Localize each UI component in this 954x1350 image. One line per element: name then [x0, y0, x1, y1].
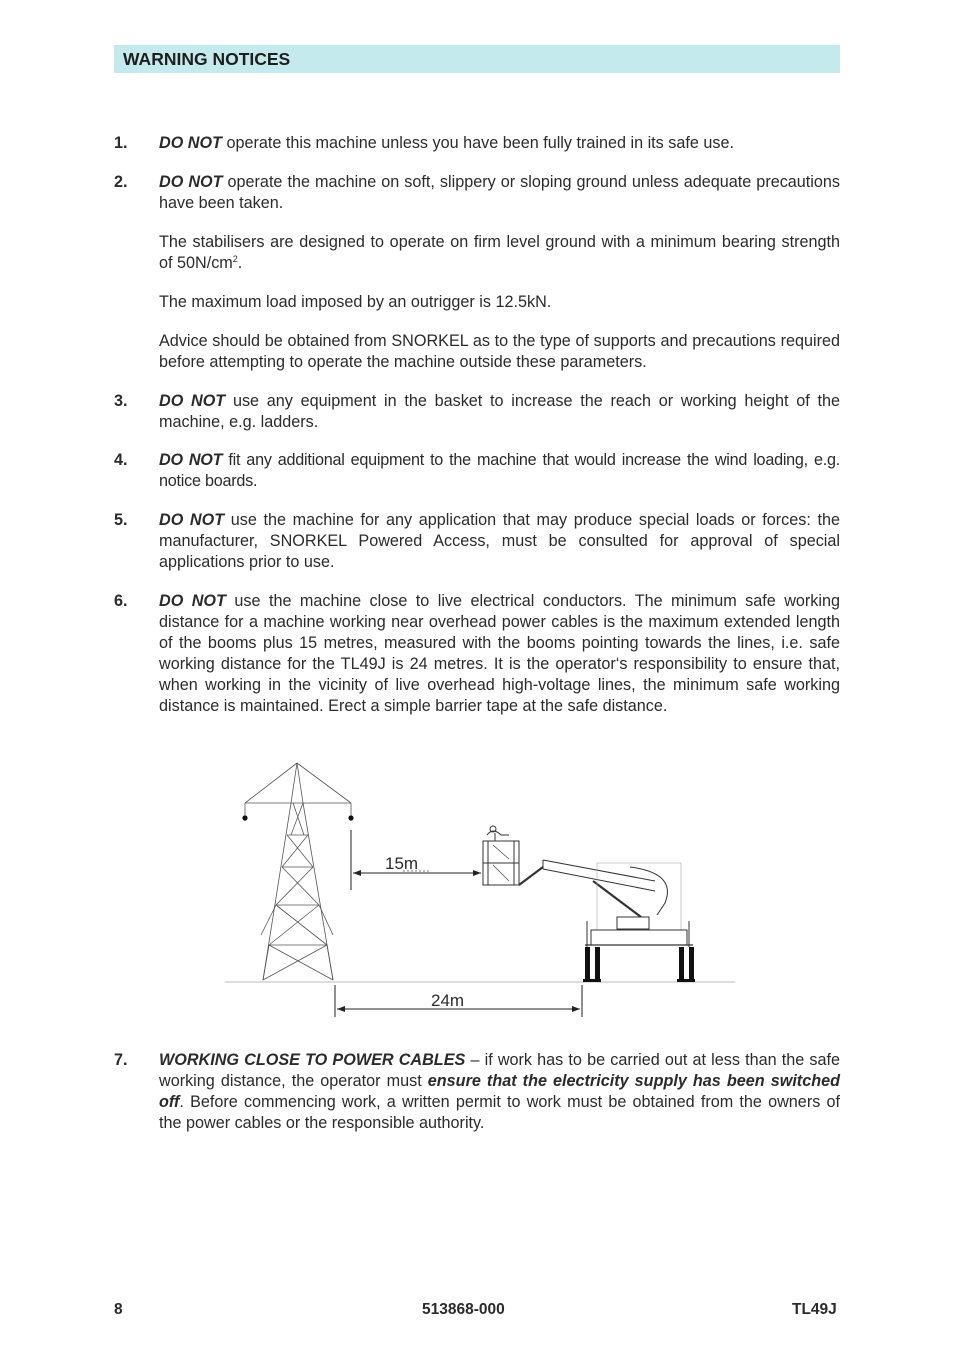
notice-text: operate this machine unless you have been fully trained in its safe use.	[221, 134, 734, 152]
notice-number: 2.	[114, 173, 128, 191]
notice-1	[114, 133, 840, 154]
notice-number: 1.	[114, 134, 128, 152]
notice-2	[114, 172, 840, 373]
notice-emphasis: ensure that the electricity supply has been switched off	[159, 1072, 840, 1111]
notice-lead: DO NOT	[159, 511, 225, 529]
machine-chassis-icon	[585, 863, 693, 947]
notice-lead: DO NOT	[159, 392, 226, 410]
footer-doc-number: 513868-000	[422, 1301, 505, 1318]
pylon-icon	[245, 763, 351, 980]
notice-text: operate the machine on soft, slippery or sloping ground unless adequate precautions have been taken.	[159, 173, 840, 212]
notice-lead: DO NOT	[159, 134, 222, 152]
notice-text: use the machine for any application that may produce special loads or forces: the manufacturer, SNORKEL Powered Access, must be consulted for approval of special applications prior to use.	[159, 511, 841, 571]
notice-text: fit any additional equipment to the machine that would increase the wind loading, e.g. notice boards.	[159, 451, 841, 490]
notice-number: 4.	[114, 451, 128, 469]
section-title: WARNING NOTICES	[123, 49, 291, 69]
notice-lead: DO NOT	[159, 173, 223, 191]
notice-lead: DO NOT	[159, 592, 226, 610]
notice-lead: DO NOT	[159, 451, 223, 469]
notice-number: 6.	[114, 592, 128, 610]
notice-5	[114, 510, 840, 573]
notice-number: 3.	[114, 392, 128, 410]
notice-7	[114, 1050, 840, 1134]
notice-3	[114, 391, 840, 433]
insulator-right	[348, 815, 353, 820]
notice-lead: WORKING CLOSE TO POWER CABLES	[159, 1051, 466, 1069]
label-15m: 15m	[385, 854, 419, 873]
notice-text: – if work has to be carried out at less than the safe working distance, the operator must	[159, 1051, 840, 1090]
superscript: 2	[232, 254, 238, 264]
notice-text: use any equipment in the basket to increase the reach or working height of the machine, e.g. ladders.	[159, 392, 840, 431]
insulator-left	[242, 815, 247, 820]
notice-4	[114, 450, 840, 492]
notice-number: 5.	[114, 511, 128, 529]
section-header	[114, 45, 840, 73]
notice-paragraph: The stabilisers are designed to operate on firm level ground with a minimum bearing strength of $50N/cm^2$.	[159, 233, 840, 272]
notice-number: 7.	[114, 1051, 128, 1069]
notice-paragraph: Advice should be obtained from SNORKEL as to the type of supports and precautions required before attempting to operate the machine outside these parameters.	[159, 332, 840, 371]
basket-icon	[483, 826, 519, 885]
notice-paragraph: The maximum load imposed by an outrigger is 12.5kN.	[159, 293, 552, 311]
notice-text: . Before commencing work, a written permit to work must be obtained from the owners of the power cables or the responsible authority.	[159, 1093, 840, 1132]
label-24m: 24m	[431, 991, 465, 1010]
notice-6	[114, 591, 840, 717]
boom-icon	[519, 860, 667, 917]
footer-page-number: 8	[114, 1301, 123, 1318]
outrigger-icon	[583, 947, 695, 982]
notice-text: use the machine close to live electrical conductors. The minimum safe working distance for a machine working near overhead power cables is the maximum extended length of the booms plus 15 metres, measured with the booms pointing towards the lines, i.e. safe working distance for the TL49J is 24 metres. It is the operator‘s responsibility to ensure that, when working in the vicinity of live overhead high-voltage lines, the minimum safe working distance is maintained. Erect a simple barrier tape at the safe distance.	[159, 592, 841, 715]
footer-model: TL49J	[792, 1301, 837, 1318]
safe-distance-diagram	[225, 755, 745, 1025]
